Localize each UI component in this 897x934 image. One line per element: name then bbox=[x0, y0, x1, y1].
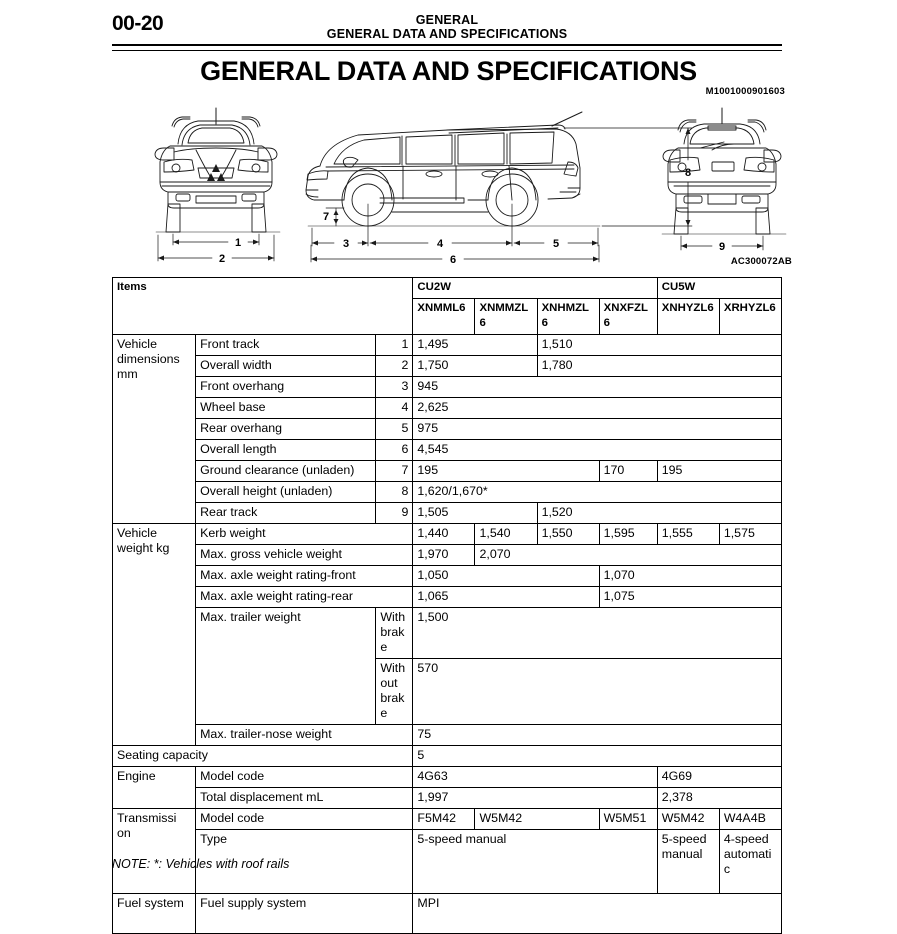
row-label-front-track: Front track bbox=[196, 335, 376, 356]
row-label-trailer-nose-weight: Max. trailer-nose weight bbox=[196, 725, 413, 746]
callout-1-dimension bbox=[173, 234, 259, 249]
value-cell: W5M42 bbox=[657, 809, 719, 830]
value-cell: 1,075 bbox=[599, 587, 781, 608]
row-label-gross-vehicle-weight: Max. gross vehicle weight bbox=[196, 545, 413, 566]
value-cell: 1,520 bbox=[537, 503, 781, 524]
svg-text:8: 8 bbox=[684, 167, 692, 179]
callout-number: 2 bbox=[376, 356, 413, 377]
table-row bbox=[113, 587, 782, 608]
svg-text:4: 4 bbox=[436, 238, 444, 250]
value-cell: 1,997 bbox=[413, 788, 657, 809]
value-cell: 570 bbox=[413, 659, 782, 725]
row-label-ground-clearance: Ground clearance (unladen) bbox=[196, 461, 376, 482]
section-vehicle-weight: Vehicle weight kg bbox=[113, 524, 196, 746]
callout-number: 8 bbox=[376, 482, 413, 503]
value-cell: 975 bbox=[413, 419, 782, 440]
running-header-section: GENERAL bbox=[415, 13, 479, 27]
row-label-overall-height: Overall height (unladen) bbox=[196, 482, 376, 503]
value-cell: 5-speed manual bbox=[413, 830, 657, 894]
callout-number: 7 bbox=[376, 461, 413, 482]
table-row bbox=[113, 419, 782, 440]
row-label-overall-width: Overall width bbox=[196, 356, 376, 377]
value-cell: 1,620/1,670* bbox=[413, 482, 782, 503]
value-cell: 1,540 bbox=[475, 524, 537, 545]
rear-view-drawing bbox=[662, 108, 786, 234]
svg-text:3: 3 bbox=[342, 238, 350, 250]
table-row bbox=[113, 503, 782, 524]
value-cell: 1,555 bbox=[657, 524, 719, 545]
section-vehicle-dimensions: Vehicle dimensions mm bbox=[113, 335, 196, 524]
vehicle-diagram-svg bbox=[112, 104, 792, 270]
row-label-displacement: Total displacement mL bbox=[196, 788, 413, 809]
table-row bbox=[113, 335, 782, 356]
value-cell: 5 bbox=[413, 746, 782, 767]
value-cell: 1,505 bbox=[413, 503, 537, 524]
vehicle-dimension-figure bbox=[112, 104, 792, 270]
callout-5-dimension bbox=[514, 228, 598, 250]
header-model-code: XRHYZL6 bbox=[719, 299, 781, 335]
running-header-subsection: GENERAL DATA AND SPECIFICATIONS bbox=[326, 27, 568, 41]
svg-text:9: 9 bbox=[718, 241, 726, 253]
header-group-cu2w: CU2W bbox=[413, 278, 657, 299]
row-label-rear-overhang: Rear overhang bbox=[196, 419, 376, 440]
value-cell: 4-speed automatic bbox=[719, 830, 781, 894]
specifications-table bbox=[112, 277, 782, 934]
page-title: GENERAL DATA AND SPECIFICATIONS bbox=[200, 56, 697, 86]
value-cell: 1,970 bbox=[413, 545, 475, 566]
header-model-code: XNMMZL6 bbox=[475, 299, 537, 335]
value-cell: W4A4B bbox=[719, 809, 781, 830]
callout-8-dimension bbox=[564, 128, 692, 226]
table-row bbox=[113, 545, 782, 566]
header-model-code: XNHYZL6 bbox=[657, 299, 719, 335]
running-header-center bbox=[112, 13, 782, 41]
table-row bbox=[113, 524, 782, 545]
callout-2-dimension bbox=[158, 235, 274, 265]
table-row bbox=[113, 482, 782, 503]
section-engine: Engine bbox=[113, 767, 196, 809]
side-view-drawing bbox=[306, 112, 600, 226]
value-cell: 75 bbox=[413, 725, 782, 746]
running-header bbox=[112, 12, 782, 44]
specifications-table-wrap bbox=[112, 277, 782, 934]
value-cell: W5M51 bbox=[599, 809, 657, 830]
value-cell: W5M42 bbox=[475, 809, 599, 830]
row-label-front-overhang: Front overhang bbox=[196, 377, 376, 398]
callout-number: 1 bbox=[376, 335, 413, 356]
table-row bbox=[113, 788, 782, 809]
value-cell: F5M42 bbox=[413, 809, 475, 830]
svg-text:2: 2 bbox=[218, 253, 226, 265]
callout-number: 9 bbox=[376, 503, 413, 524]
value-cell: 1,495 bbox=[413, 335, 537, 356]
header-items: Items bbox=[113, 278, 413, 335]
callout-number: 5 bbox=[376, 419, 413, 440]
header-model-code: XNXFZL6 bbox=[599, 299, 657, 335]
row-label-overall-length: Overall length bbox=[196, 440, 376, 461]
value-cell: 195 bbox=[657, 461, 781, 482]
svg-text:5: 5 bbox=[552, 238, 560, 250]
row-label-transmission-type: Type bbox=[196, 830, 413, 894]
value-cell: 1,050 bbox=[413, 566, 599, 587]
header-divider-rule bbox=[112, 44, 782, 51]
callout-9-dimension bbox=[681, 236, 763, 253]
value-cell: 1,500 bbox=[413, 608, 782, 659]
row-label-axle-rear: Max. axle weight rating-rear bbox=[196, 587, 413, 608]
value-cell: MPI bbox=[413, 894, 782, 934]
table-row bbox=[113, 767, 782, 788]
value-cell: 2,625 bbox=[413, 398, 782, 419]
section-seating-capacity: Seating capacity bbox=[113, 746, 413, 767]
value-cell: 1,510 bbox=[537, 335, 781, 356]
header-model-code: XNHMZL6 bbox=[537, 299, 599, 335]
table-row bbox=[113, 725, 782, 746]
header-model-code: XNMML6 bbox=[413, 299, 475, 335]
row-label-axle-front: Max. axle weight rating-front bbox=[196, 566, 413, 587]
value-cell: 2,070 bbox=[475, 545, 782, 566]
value-cell: 4G63 bbox=[413, 767, 657, 788]
row-label-kerb-weight: Kerb weight bbox=[196, 524, 413, 545]
value-cell: 1,575 bbox=[719, 524, 781, 545]
value-cell: 2,378 bbox=[657, 788, 781, 809]
table-row bbox=[113, 377, 782, 398]
row-label-transmission-model-code: Model code bbox=[196, 809, 413, 830]
table-row bbox=[113, 461, 782, 482]
svg-text:6: 6 bbox=[449, 254, 457, 266]
value-cell: 1,550 bbox=[537, 524, 599, 545]
callout-number: 3 bbox=[376, 377, 413, 398]
page-number: 00-20 bbox=[112, 12, 164, 35]
section-fuel-system: Fuel system bbox=[113, 894, 196, 934]
table-row bbox=[113, 440, 782, 461]
sub-label-without-brake: Without brake bbox=[376, 659, 413, 725]
sub-label-with-brake: With brake bbox=[376, 608, 413, 659]
value-cell: 4G69 bbox=[657, 767, 781, 788]
row-label-fuel-supply: Fuel supply system bbox=[196, 894, 413, 934]
value-cell: 1,595 bbox=[599, 524, 657, 545]
value-cell: 1,780 bbox=[537, 356, 781, 377]
section-transmission: Transmissi on bbox=[113, 809, 196, 894]
value-cell: 1,750 bbox=[413, 356, 537, 377]
table-header-row-groups bbox=[113, 278, 782, 299]
document-reference-code: M1001000901603 bbox=[705, 86, 785, 97]
callout-3-dimension bbox=[312, 204, 368, 250]
value-cell: 1,070 bbox=[599, 566, 781, 587]
table-row bbox=[113, 894, 782, 934]
header-group-cu5w: CU5W bbox=[657, 278, 781, 299]
value-cell: 170 bbox=[599, 461, 657, 482]
drawing-reference-code: AC300072AB bbox=[730, 256, 792, 267]
value-cell: 4,545 bbox=[413, 440, 782, 461]
callout-number: 6 bbox=[376, 440, 413, 461]
row-label-engine-model-code: Model code bbox=[196, 767, 413, 788]
row-label-wheel-base: Wheel base bbox=[196, 398, 376, 419]
value-cell: 1,440 bbox=[413, 524, 475, 545]
row-label-trailer-weight: Max. trailer weight bbox=[196, 608, 376, 725]
value-cell: 945 bbox=[413, 377, 782, 398]
callout-7-dimension bbox=[323, 208, 344, 226]
value-cell: 195 bbox=[413, 461, 599, 482]
table-row bbox=[113, 746, 782, 767]
callout-number: 4 bbox=[376, 398, 413, 419]
value-cell: 1,065 bbox=[413, 587, 599, 608]
front-view-drawing bbox=[155, 108, 280, 232]
footnote: NOTE: *: Vehicles with roof rails bbox=[112, 857, 290, 871]
table-row bbox=[113, 566, 782, 587]
row-label-rear-track: Rear track bbox=[196, 503, 376, 524]
table-row bbox=[113, 398, 782, 419]
svg-text:7: 7 bbox=[322, 211, 330, 223]
svg-text:1: 1 bbox=[234, 237, 242, 249]
table-row bbox=[113, 608, 782, 659]
value-cell: 5-speed manual bbox=[657, 830, 719, 894]
table-row bbox=[113, 809, 782, 830]
table-row bbox=[113, 356, 782, 377]
